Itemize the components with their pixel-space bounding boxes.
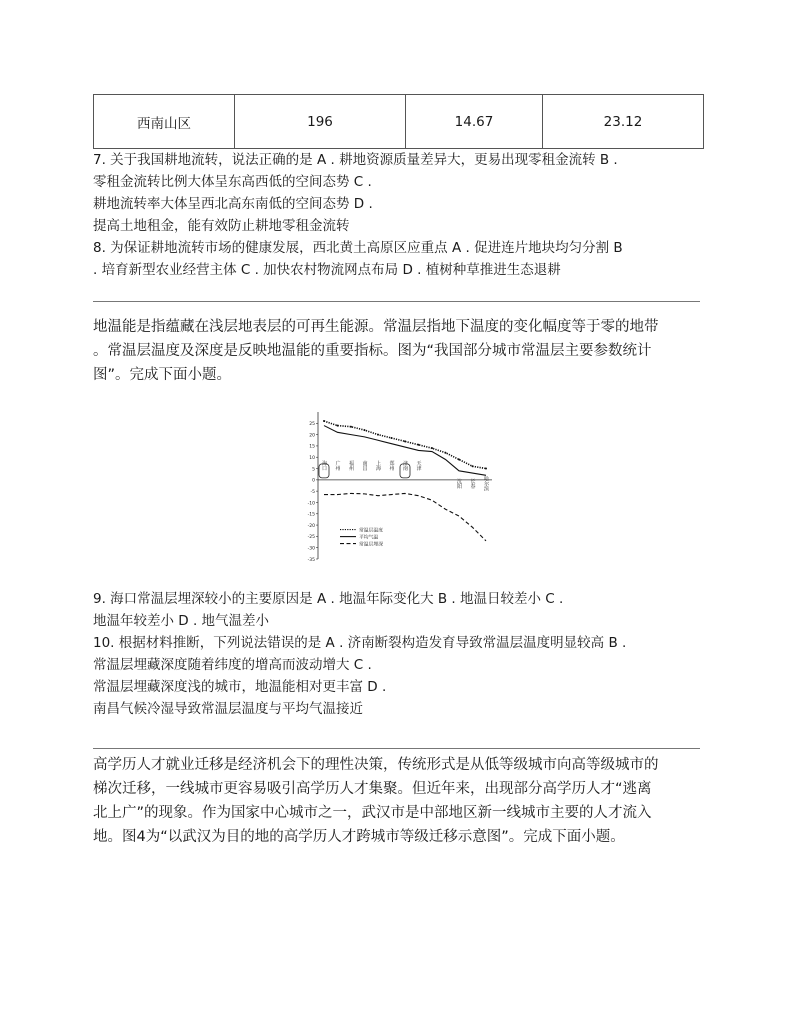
- question-line: 零租金流转比例大体呈东高西低的空间态势 C .: [93, 174, 372, 190]
- y-tick-label: -5: [310, 489, 315, 495]
- table-cell-value: 23.12: [603, 113, 643, 130]
- series-point: [391, 437, 393, 439]
- legend-label: 常温层埋深: [359, 542, 383, 548]
- city-label: 天津: [415, 460, 422, 471]
- city-label: 福州: [348, 460, 354, 471]
- y-tick-label: 25: [309, 422, 315, 428]
- city-label: 沈阳: [456, 478, 462, 489]
- table-cell-value: 14.67: [406, 95, 543, 148]
- passage-line: 。常温层温度及深度是反映地温能的重要指标。图为“我国部分城市常温层主要参数统计: [93, 343, 652, 359]
- passage-line: 北上广”的现象。作为国家中心城市之一，武汉市是中部地区新一线城市主要的人才流入: [93, 805, 652, 821]
- series-point: [485, 468, 487, 470]
- y-tick-label: -35: [307, 557, 315, 563]
- question-line: 提高土地租金，能有效防止耕地零租金流转: [93, 218, 350, 234]
- passage-line: 地。图4为“以武汉为目的地的高学历人才跨城市等级迁移示意图”。完成下面小题。: [93, 829, 625, 845]
- question-line: 10. 根据材料推断，下列说法错误的是 A . 济南断裂构造发育导致常温层温度明显较高 B .: [93, 635, 627, 651]
- question-line: . 培育新型农业经营主体 C . 加快农村物流网点布局 D . 植树种草推进生态退耕: [93, 262, 561, 278]
- table-cell-region: 西南山区: [94, 95, 235, 148]
- city-label: 南昌: [361, 460, 368, 471]
- passage-line: 梯次迁移，一线城市更容易吸引高学历人才集聚。但近年来，出现部分高学历人才“逃离: [93, 781, 652, 797]
- series-point: [323, 420, 325, 422]
- series-point: [431, 447, 433, 449]
- passage-line: 图”。完成下面小题。: [93, 367, 232, 383]
- data-table-row: [93, 94, 704, 149]
- y-tick-label: -10: [307, 501, 315, 507]
- city-label: 长春: [469, 478, 476, 489]
- passage-line: 地温能是指蕴藏在浅层地表层的可再生能源。常温层指地下温度的变化幅度等于零的地带: [93, 319, 659, 335]
- city-label: 广州: [334, 460, 341, 471]
- legend-label: 常温层温度: [359, 528, 383, 534]
- series-point: [350, 426, 352, 428]
- legend-label: 平均气温: [359, 535, 379, 541]
- question-line: 地温年较差小 D . 地气温差小: [93, 613, 270, 629]
- y-tick-label: 20: [309, 433, 315, 439]
- passage-line: 高学历人才就业迁移是经济机会下的理性决策，传统形式是从低等级城市向高等级城市的: [93, 757, 659, 773]
- city-label: 哈尔滨: [483, 476, 489, 492]
- question-line: 常温层埋藏深度随着纬度的增高而波动增大 C .: [93, 657, 372, 673]
- series-point: [337, 425, 339, 427]
- section-divider: [93, 748, 700, 749]
- question-line: 9. 海口常温层埋深较小的主要原因是 A . 地温年际变化大 B . 地温日较差小 C .: [93, 591, 564, 607]
- question-line: 8. 为保证耕地流转市场的健康发展，西北黄土高原区应重点 A . 促进连片地块均匀分割 B: [93, 240, 623, 256]
- y-tick-label: 10: [309, 456, 315, 462]
- y-tick-label: 5: [312, 467, 315, 473]
- series-point: [418, 444, 420, 446]
- y-tick-label: 0: [312, 478, 315, 484]
- table-cell-value: 196: [235, 95, 406, 148]
- question-line: 南昌气候冷湿导致常温层温度与平均气温接近: [93, 701, 363, 717]
- series-point: [377, 434, 379, 436]
- series-point: [458, 458, 460, 460]
- y-tick-label: -30: [307, 546, 315, 552]
- question-line: 7. 关于我国耕地流转，说法正确的是 A . 耕地资源质量差异大，更易出现零租金流转 B .: [93, 152, 618, 168]
- city-label: 郑州: [388, 460, 395, 471]
- city-temperature-chart: [300, 404, 500, 564]
- series-point: [364, 429, 366, 431]
- series-point: [472, 465, 474, 467]
- city-label: 上海: [375, 460, 381, 471]
- series-point: [404, 440, 406, 442]
- section-divider: [93, 301, 700, 302]
- city-label: 济南: [402, 460, 408, 471]
- series-line: [324, 493, 486, 540]
- question-line: 耕地流转率大体呈西北高东南低的空间态势 D .: [93, 196, 373, 212]
- y-tick-label: 15: [309, 444, 315, 450]
- series-point: [445, 452, 447, 454]
- city-label: 海口: [321, 460, 327, 471]
- y-tick-label: -15: [307, 512, 315, 518]
- y-tick-label: -20: [307, 523, 315, 529]
- y-tick-label: -25: [307, 535, 315, 541]
- question-line: 常温层埋藏深度浅的城市，地温能相对更丰富 D .: [93, 679, 387, 695]
